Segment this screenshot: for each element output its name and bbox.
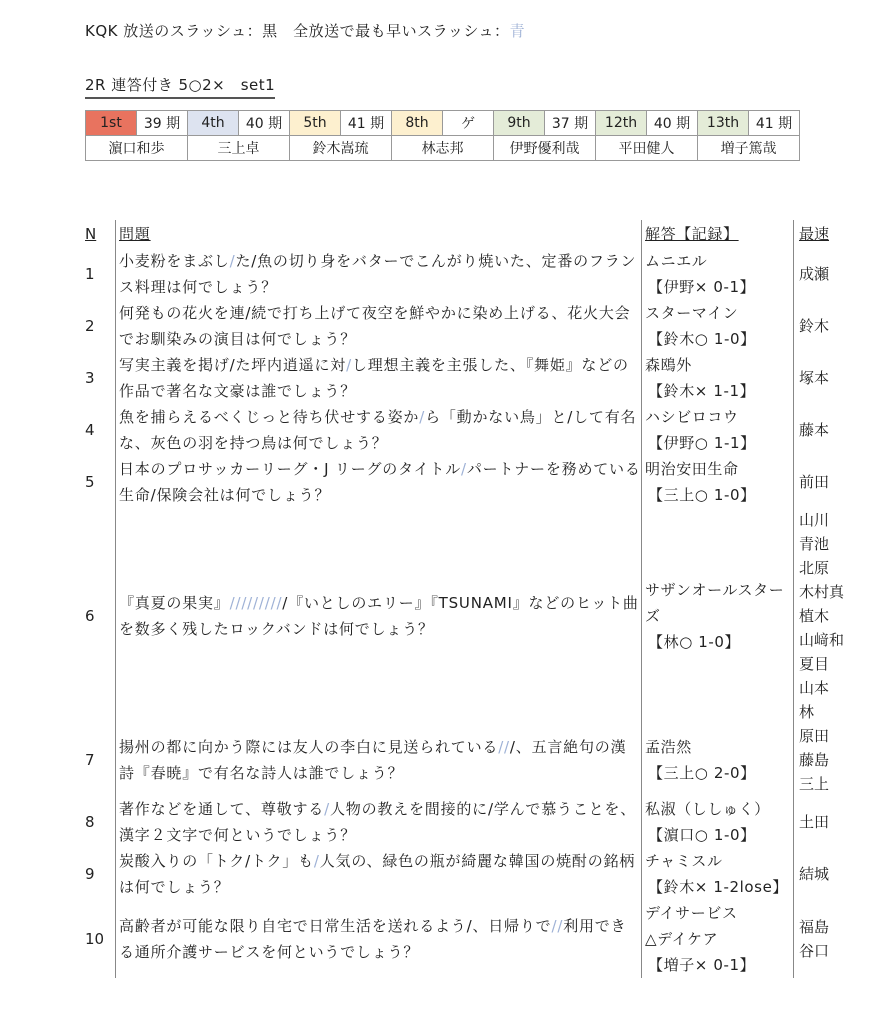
fastest-name: 山本 (799, 679, 830, 697)
question-segment: 『真夏の果実』 (119, 594, 230, 612)
question-segment: 高齢者が可能な限り自宅で日常生活を送れるよう/、日帰りで (119, 917, 552, 935)
player-rank: 5th (290, 111, 341, 136)
answer-record: 【濵口○ 1-0】 (648, 826, 756, 844)
header-question: 問題 (119, 225, 151, 243)
question-segment: ら「動かない鳥」と/して有名な、灰色の羽を持つ鳥は何でしょう？ (119, 408, 637, 452)
player-name: 鈴木嵩琉 (290, 136, 392, 161)
fastest-name: 土田 (799, 813, 830, 831)
question-segment: 人物の教えを間接的に/学んで慕うことを、漢字２文字で何というでしょう？ (119, 800, 637, 844)
row-number: 2 (85, 317, 95, 335)
answer-cell (641, 352, 793, 404)
player-rank: 12th (596, 111, 647, 136)
header-n: N (85, 225, 97, 243)
blue-slash: / (229, 252, 236, 270)
legend-text: KQK 放送のスラッシュ：黒 全放送で最も早いスラッシュ： (85, 22, 510, 40)
row-number: 5 (85, 473, 95, 491)
player-term: 37 期 (545, 111, 596, 136)
answer-record: 【伊野× 0-1】 (648, 278, 756, 296)
fastest-name: 谷口 (799, 942, 830, 960)
blue-slash: // (498, 738, 510, 756)
slash-legend (85, 20, 525, 41)
players-name-row (86, 136, 800, 161)
question-cell (115, 900, 641, 978)
player-term: 41 期 (341, 111, 392, 136)
question-row (85, 300, 855, 352)
row-number-cell (85, 404, 115, 456)
question-cell (115, 352, 641, 404)
fastest-cell (793, 248, 857, 300)
blue-slash: / (419, 408, 426, 426)
question-segment: /『いとしのエリー』『TSUNAMI』などのヒット曲を数多く残したロックバンドは何でしょう？ (119, 594, 639, 638)
question-segment: 日本のプロサッカーリーグ・J リーグのタイトル (119, 460, 461, 478)
question-text (119, 300, 641, 352)
fastest-cell (793, 796, 857, 848)
row-number: 3 (85, 369, 95, 387)
answer-record: 【増子× 0-1】 (648, 956, 756, 974)
player-term: 40 期 (239, 111, 290, 136)
question-segment: パートナーを務めている生命/保険会社は何でしょう？ (119, 460, 641, 504)
fastest-name: 結城 (799, 865, 830, 883)
question-segment: /、五言絶句の漢詩『春暁』で有名な詩人は誰でしょう？ (119, 738, 627, 782)
question-row (85, 848, 855, 900)
question-cell (115, 724, 641, 796)
question-text (119, 248, 641, 300)
player-name: 増子篤哉 (698, 136, 800, 161)
answer-cell (641, 248, 793, 300)
answer-cell (641, 848, 793, 900)
answer-text: 森鴎外 (645, 356, 692, 374)
answer-cell (641, 724, 793, 796)
blue-slash: / (346, 356, 352, 374)
fastest-name: 夏目 (799, 655, 830, 673)
fastest-cell (793, 300, 857, 352)
player-rank: 8th (392, 111, 443, 136)
answer-text: デイサービス (645, 904, 738, 922)
header-answer: 解答【記録】 (645, 225, 739, 243)
player-rank: 1st (86, 111, 137, 136)
player-name: 三上卓 (188, 136, 290, 161)
question-row (85, 900, 855, 978)
question-cell (115, 456, 641, 508)
answer-cell (641, 456, 793, 508)
fastest-name: 林 (799, 703, 815, 721)
answer-text: チャミスル (645, 852, 723, 870)
question-segment: た/魚の切り身をバターでこんがり焼いた、定番のフランス料理は何でしょう？ (119, 252, 637, 296)
question-text (119, 848, 641, 900)
answer-record: 【鈴木○ 1-0】 (648, 330, 756, 348)
round-title: 2R 連答付き 5○2× set1 (85, 74, 275, 99)
question-cell (115, 508, 641, 724)
question-segment: 魚を捕らえるべくじっと待ち伏せする姿か (119, 408, 420, 426)
question-cell (115, 248, 641, 300)
answer-record: 【鈴木× 1-1】 (648, 382, 756, 400)
player-name: 伊野優利哉 (494, 136, 596, 161)
question-segment: 揚州の都に向かう際には友人の李白に見送られている (119, 738, 499, 756)
fastest-cell (793, 724, 857, 796)
player-rank: 4th (188, 111, 239, 136)
question-text (119, 734, 641, 786)
row-number: 7 (85, 751, 95, 769)
fastest-name: 原田 (799, 727, 830, 745)
answer-text: ハシビロコウ (645, 408, 739, 426)
question-cell (115, 300, 641, 352)
fastest-cell (793, 352, 857, 404)
fastest-cell (793, 508, 857, 724)
question-segment: 人気の、緑色の瓶が綺麗な韓国の焼酎の銘柄は何でしょう？ (119, 852, 636, 896)
question-row (85, 248, 855, 300)
answer-text: サザンオールスターズ (645, 581, 785, 625)
row-number: 4 (85, 421, 95, 439)
question-text (119, 404, 641, 456)
question-row (85, 796, 855, 848)
fastest-name: 北原 (799, 559, 830, 577)
answer-record: 【鈴木× 1-2lose】 (648, 878, 789, 896)
fastest-name: 山川 (799, 511, 830, 529)
fastest-name: 山﨑和 (799, 631, 845, 649)
blue-slash: ///////// (229, 594, 283, 612)
answer-record: 【伊野○ 1-1】 (648, 434, 756, 452)
question-text (119, 352, 641, 404)
answer-text: スターマイン (645, 304, 739, 322)
answer-record: 【三上○ 1-0】 (648, 486, 756, 504)
question-rows (85, 248, 855, 978)
fastest-name: 木村真 (799, 583, 845, 601)
row-number-cell (85, 724, 115, 796)
row-number-cell (85, 300, 115, 352)
answer-cell (641, 404, 793, 456)
fastest-name: 成瀬 (799, 265, 830, 283)
blue-slash: // (551, 917, 564, 935)
row-number-cell (85, 248, 115, 300)
question-segment: 著作などを通して、尊敬する (119, 800, 325, 818)
question-cell (115, 796, 641, 848)
fastest-cell (793, 456, 857, 508)
fastest-name: 藤島 (799, 751, 830, 769)
player-term: 41 期 (749, 111, 800, 136)
blue-slash: / (313, 852, 320, 870)
row-number: 1 (85, 265, 95, 283)
player-term: 39 期 (137, 111, 188, 136)
player-name: 濵口和歩 (86, 136, 188, 161)
row-number-cell (85, 848, 115, 900)
row-number-cell (85, 456, 115, 508)
question-row (85, 352, 855, 404)
row-number: 10 (85, 930, 105, 948)
answer-text: ムニエル (645, 252, 708, 270)
question-segment: 写実主義を掲げ/た坪内逍遥に対 (119, 356, 347, 374)
question-row (85, 404, 855, 456)
question-segment: 利用できる通所介護サービスを何というでしょう？ (119, 917, 627, 961)
fastest-name: 藤本 (799, 421, 830, 439)
fastest-name: 三上 (799, 775, 830, 793)
answer-cell (641, 508, 793, 724)
row-number-cell (85, 796, 115, 848)
question-table (85, 220, 855, 978)
answer-text: 明治安田生命 (645, 460, 739, 478)
player-name: 平田健人 (596, 136, 698, 161)
player-rank: 13th (698, 111, 749, 136)
players-table (85, 110, 800, 161)
row-number-cell (85, 900, 115, 978)
question-row (85, 508, 855, 724)
question-text (119, 913, 641, 965)
answer-text: △デイケア (645, 930, 719, 948)
fastest-name: 福島 (799, 918, 830, 936)
row-number: 8 (85, 813, 95, 831)
row-number: 6 (85, 607, 95, 625)
answer-cell (641, 796, 793, 848)
fastest-cell (793, 848, 857, 900)
question-cell (115, 404, 641, 456)
answer-cell (641, 300, 793, 352)
answer-cell (641, 900, 793, 978)
player-rank: 9th (494, 111, 545, 136)
fastest-name: 前田 (799, 473, 830, 491)
question-row (85, 456, 855, 508)
blue-slash: / (324, 800, 330, 818)
player-term: 40 期 (647, 111, 698, 136)
players-rank-row (86, 111, 800, 136)
blue-slash: / (461, 460, 467, 478)
player-name: 林志邦 (392, 136, 494, 161)
fastest-cell (793, 404, 857, 456)
legend-blue-text: 青 (509, 22, 526, 40)
row-number: 9 (85, 865, 95, 883)
fastest-name: 植木 (799, 607, 830, 625)
answer-record: 【林○ 1-0】 (648, 633, 741, 651)
question-segment: 炭酸入りの「トク/トク」も (119, 852, 314, 870)
question-segment: 何発もの花火を連/続で打ち上げて夜空を鮮やかに染め上げる、花火大会でお馴染みの演目は何でしょう？ (119, 304, 631, 348)
question-text (119, 796, 641, 848)
fastest-name: 青池 (799, 535, 830, 553)
answer-text: 私淑（ししゅく） (645, 800, 770, 818)
question-text (119, 456, 641, 508)
row-number-cell (85, 508, 115, 724)
fastest-cell (793, 900, 857, 978)
answer-text: 孟浩然 (645, 738, 692, 756)
row-number-cell (85, 352, 115, 404)
question-segment: し理想主義を主張した、『舞姫』などの作品で著名な文豪は誰でしょう？ (119, 356, 629, 400)
fastest-name: 鈴木 (799, 317, 830, 335)
question-segment: 小麦粉をまぶし (119, 252, 230, 270)
question-cell (115, 848, 641, 900)
header-fastest: 最速 (799, 225, 830, 243)
answer-record: 【三上○ 2-0】 (648, 764, 756, 782)
question-table-header (85, 220, 855, 248)
question-text (119, 590, 641, 642)
player-term: ゲ (443, 111, 494, 136)
fastest-name: 塚本 (799, 369, 830, 387)
question-row (85, 724, 855, 796)
